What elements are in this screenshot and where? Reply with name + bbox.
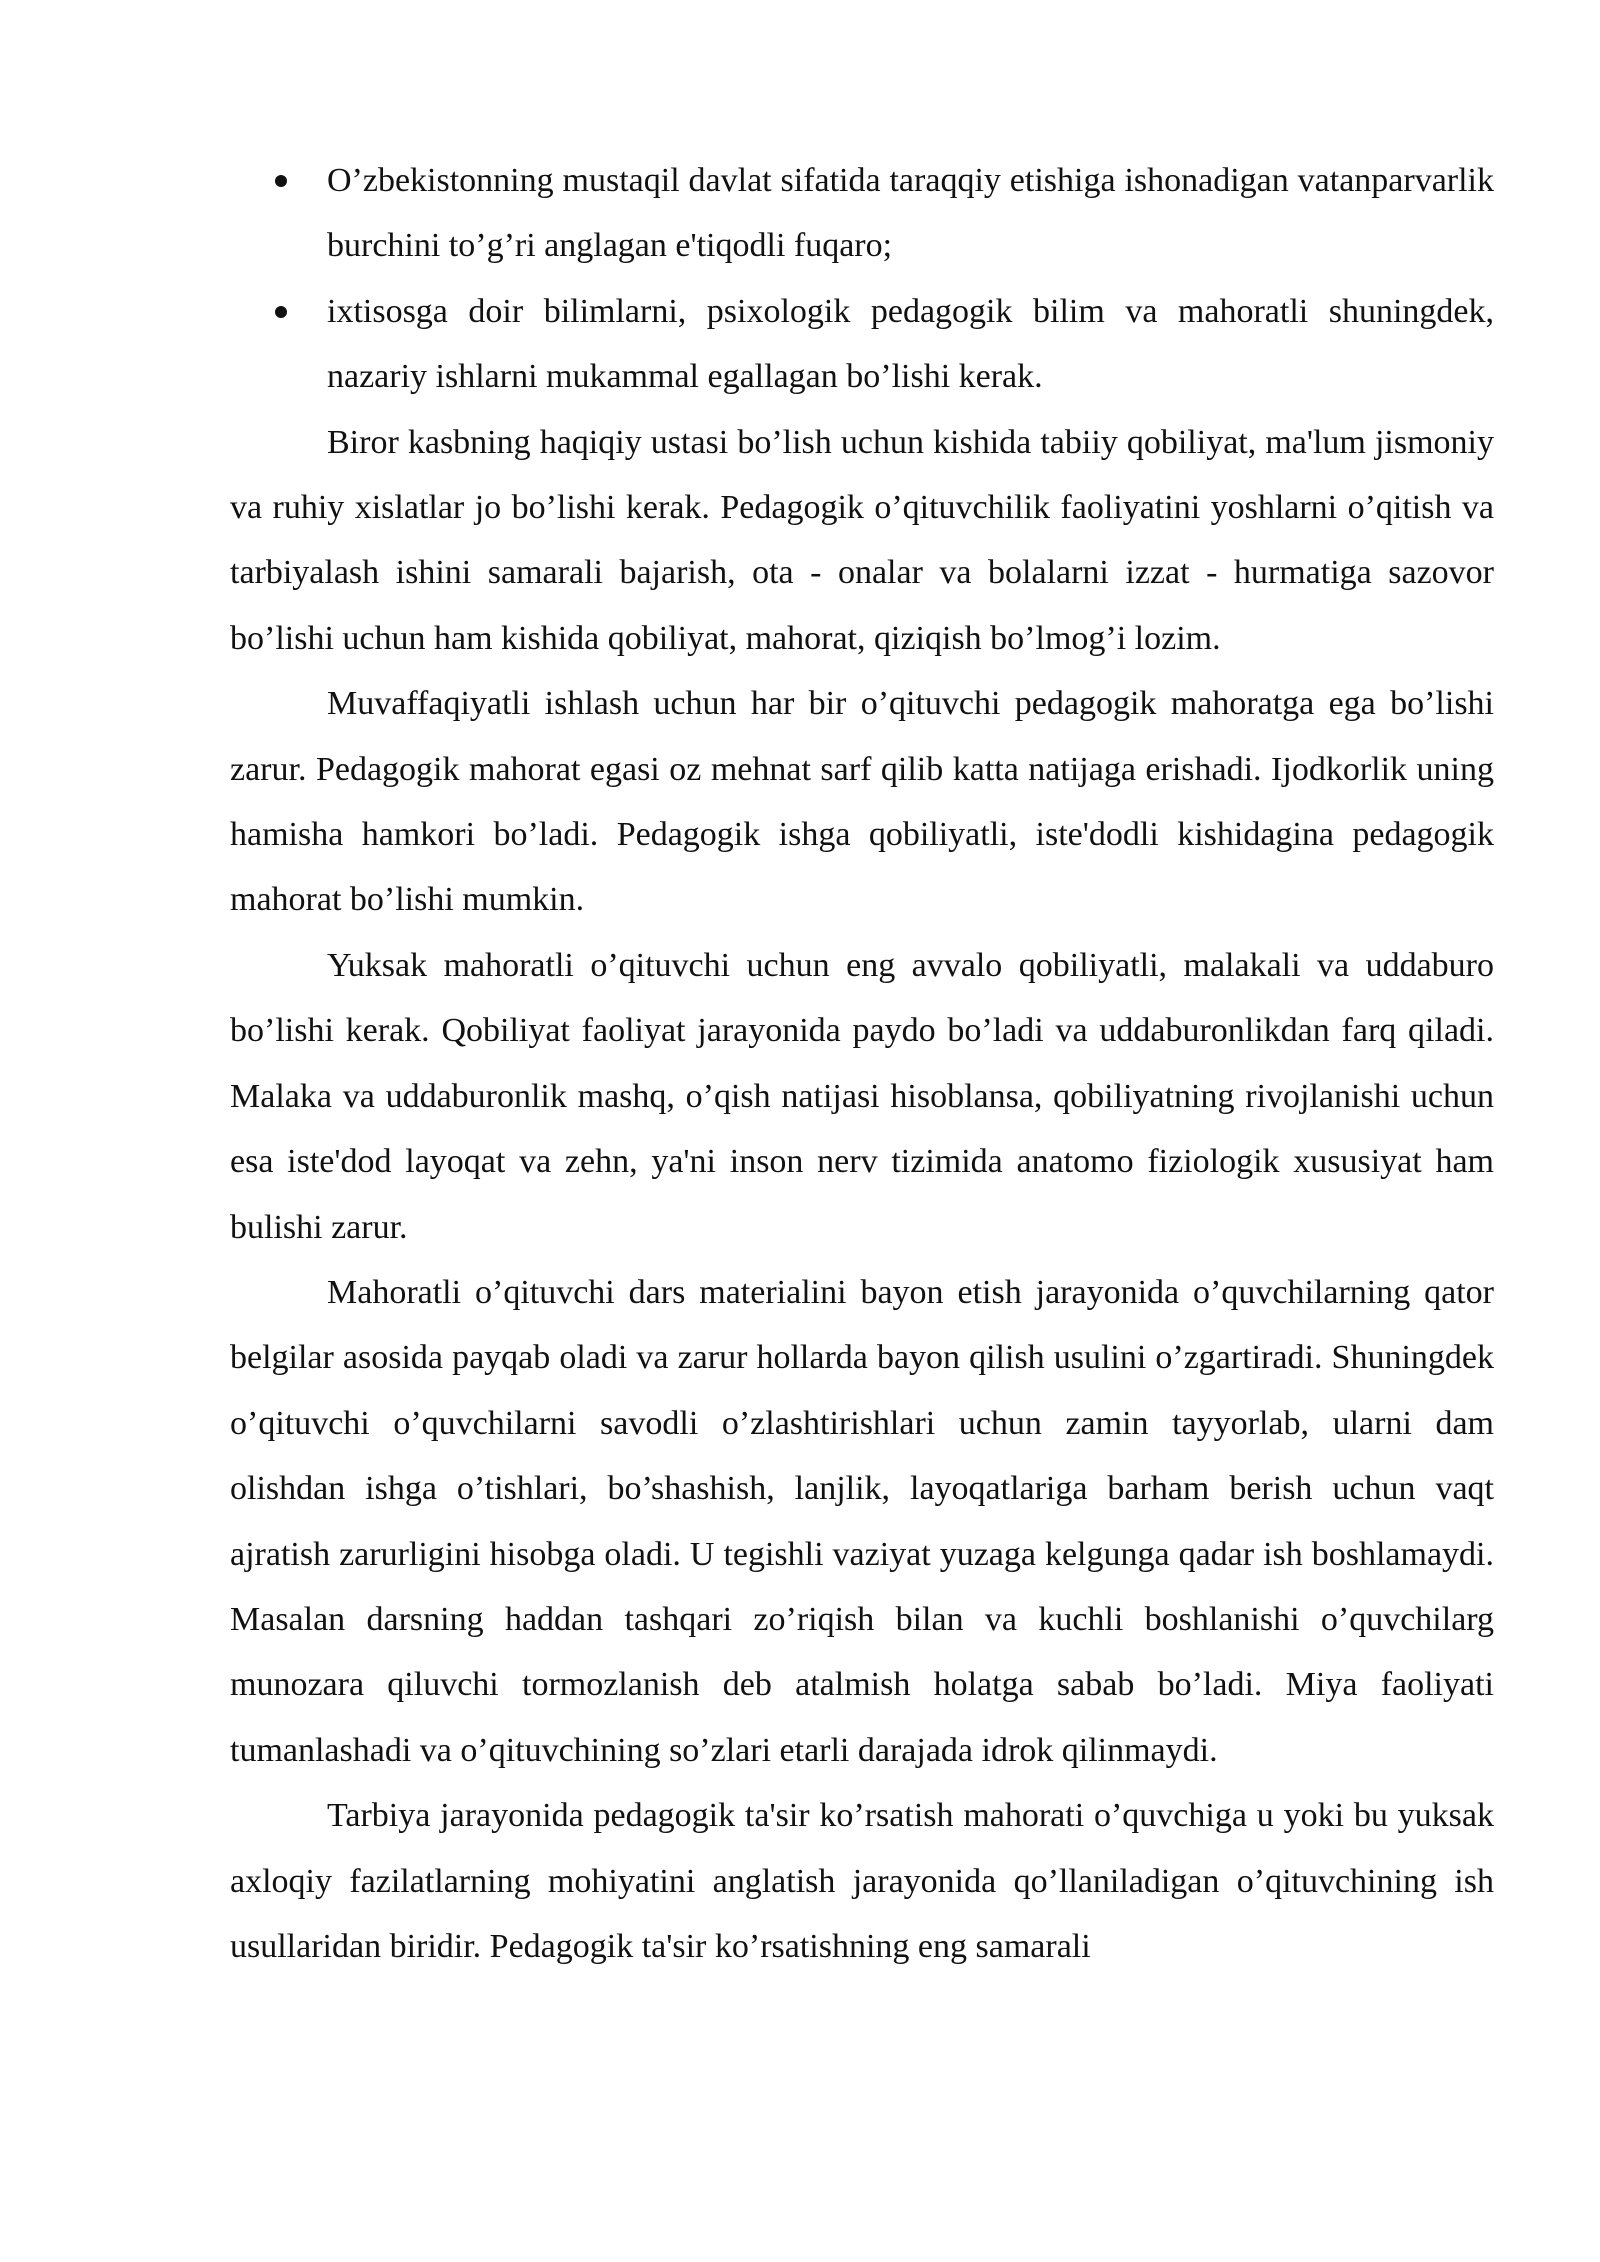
bullet-text: ixtisosga doir bilimlarni, psixologik pedagogik bilim va mahoratli shuningdek, nazariy ishlarni mukammal egallagan bo’lishi kerak. [327, 292, 1494, 396]
paragraph: Muvaffaqiyatli ishlash uchun har bir o’qituvchi pedagogik mahoratga ega bo’lishi zarur. Pedagogik mahorat egasi oz mehnat sarf qilib katta natijaga erishadi. Ijodkorlik uning hamisha hamkori bo’ladi. Pedagogik ishga qobiliyatli, iste'dodli kishidagina pedagogik mahorat bo’lishi mumkin. [230, 685, 1494, 919]
bullet-list [230, 148, 1494, 410]
paragraph: Mahoratli o’qituvchi dars materialini bayon etish jarayonida o’quvchilarning qator belgilar asosida payqab oladi va zarur hollarda bayon qilish usulini o’zgartiradi. Shuningdek o’qituvchi o’quvchilarni savodli o’zlashtirishlari uchun zamin tayyorlab, ularni dam olishdan ishga o’tishlari, bo’shashish, lanjlik, layoqatlariga barham berish uchun vaqt ajratish zarurligini hisobga oladi. U tegishli vaziyat yuzaga kelgunga qadar ish boshlamaydi. Masalan darsning haddan tashqari zo’riqish bilan va kuchli boshlanishi o’quvchilarg munozara qiluvchi tormozlanish deb atalmish holatga sabab bo’ladi. Miya faoliyati tumanlashadi va o’qituvchining so’zlari etarli darajada idrok qilinmaydi. [230, 1273, 1494, 1769]
paragraph: Biror kasbning haqiqiy ustasi bo’lish uchun kishida tabiiy qobiliyat, ma'lum jismoniy va ruhiy xislatlar jo bo’lishi kerak. Pedagogik o’qituvchilik faoliyatini yoshlarni o’qitish va tarbiyalash ishini samarali bajarish, ota - onalar va bolalarni izzat - hurmatiga sazovor bo’lishi uchun ham kishida qobiliyat, mahorat, qiziqish bo’lmog’i lozim. [230, 423, 1494, 657]
bullet-item [230, 148, 1494, 279]
bullet-dot-icon [275, 175, 287, 187]
paragraph: Tarbiya jarayonida pedagogik ta'sir ko’rsatish mahorati o’quvchiga u yoki bu yuksak axloqiy fazilatlarning mohiyatini anglatish jarayonida qo’llaniladigan o’qituvchining ish usullaridan biridir. Pedagogik ta'sir ko’rsatishning eng samarali [230, 1797, 1494, 1965]
document-page [230, 148, 1494, 1979]
bullet-text: O’zbekistonning mustaqil davlat sifatida taraqqiy etishiga ishonadigan vatanparvarlik burchini to’g’ri anglagan e'tiqodli fuqaro; [327, 162, 1494, 265]
paragraph: Yuksak mahoratli o’qituvchi uchun eng avvalo qobiliyatli, malakali va uddaburo bo’lishi kerak. Qobiliyat faoliyat jarayonida paydo bo’ladi va uddaburonlikdan farq qiladi. Malaka va uddaburonlik mashq, o’qish natijasi hisoblansa, qobiliyatning rivojlanishi uchun esa iste'dod layoqat va zehn, ya'ni inson nerv tizimida anatomo fiziologik xususiyat ham bulishi zarur. [230, 946, 1494, 1246]
bullet-dot-icon [275, 306, 287, 318]
bullet-item [230, 279, 1494, 410]
